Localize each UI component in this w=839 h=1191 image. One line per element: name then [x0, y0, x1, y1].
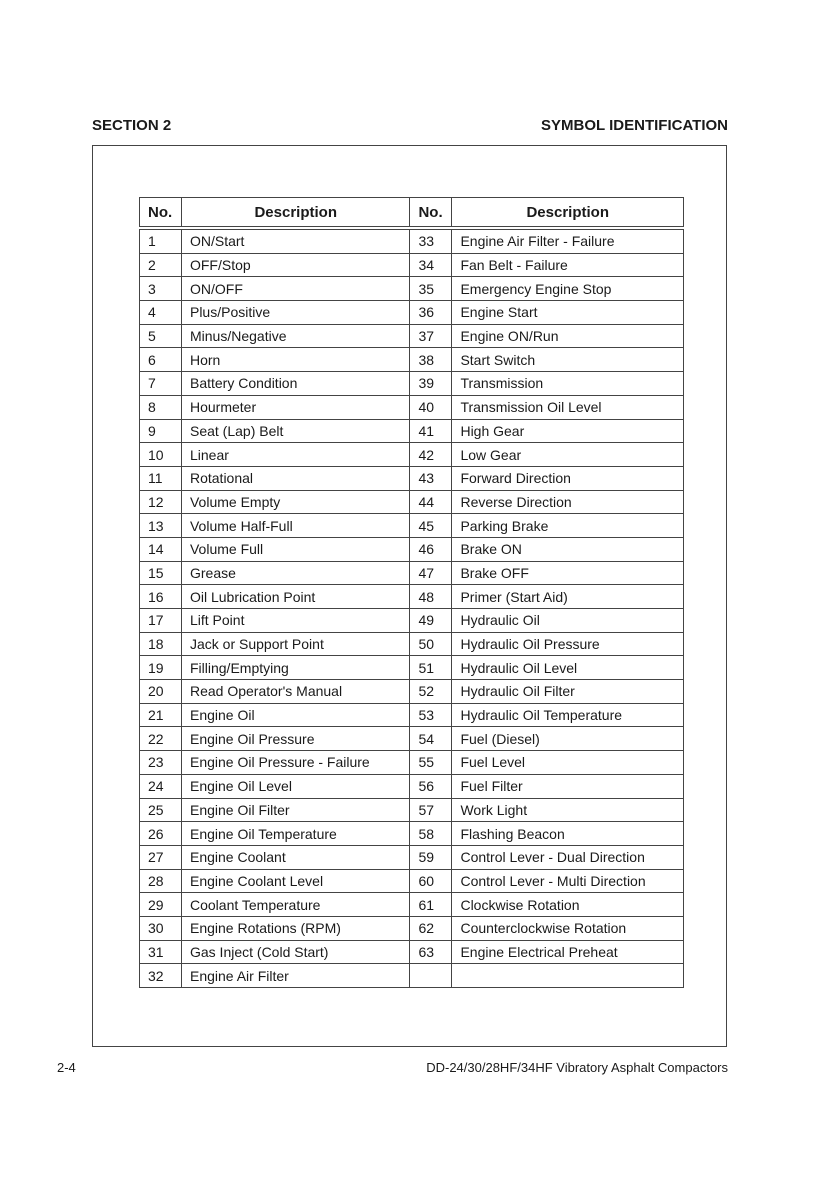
symbol-description: Plus/Positive	[181, 301, 409, 325]
symbol-number: 29	[140, 893, 182, 917]
symbol-description: Gas Inject (Cold Start)	[181, 940, 409, 964]
symbol-number: 15	[140, 561, 182, 585]
symbol-number: 12	[140, 490, 182, 514]
symbol-number: 49	[410, 609, 452, 633]
symbol-description: Engine Electrical Preheat	[452, 940, 684, 964]
symbol-description: Engine ON/Run	[452, 324, 684, 348]
symbol-description: Reverse Direction	[452, 490, 684, 514]
symbol-description: Work Light	[452, 798, 684, 822]
symbol-description: Grease	[181, 561, 409, 585]
symbol-number: 14	[140, 537, 182, 561]
table-row	[140, 916, 684, 940]
symbol-number: 43	[410, 466, 452, 490]
symbol-number: 27	[140, 845, 182, 869]
table-row	[140, 301, 684, 325]
symbol-description: Fuel Filter	[452, 774, 684, 798]
symbol-description: Fuel (Diesel)	[452, 727, 684, 751]
symbol-description: Hydraulic Oil	[452, 609, 684, 633]
symbol-description: Fuel Level	[452, 751, 684, 775]
table-row	[140, 609, 684, 633]
symbol-number: 39	[410, 372, 452, 396]
table-row	[140, 869, 684, 893]
table-row	[140, 466, 684, 490]
table-row	[140, 703, 684, 727]
symbol-description: Battery Condition	[181, 372, 409, 396]
symbol-description: Minus/Negative	[181, 324, 409, 348]
table-row	[140, 845, 684, 869]
table-row	[140, 822, 684, 846]
symbol-description: Parking Brake	[452, 514, 684, 538]
table-row	[140, 395, 684, 419]
symbol-number: 33	[410, 228, 452, 253]
symbol-number: 1	[140, 228, 182, 253]
table-row	[140, 632, 684, 656]
symbol-number: 17	[140, 609, 182, 633]
symbol-description: Engine Coolant Level	[181, 869, 409, 893]
column-header-no: No.	[140, 198, 182, 229]
symbol-number: 4	[140, 301, 182, 325]
symbol-description: ON/OFF	[181, 277, 409, 301]
table-row	[140, 774, 684, 798]
symbol-number: 21	[140, 703, 182, 727]
symbol-number: 53	[410, 703, 452, 727]
symbol-description: High Gear	[452, 419, 684, 443]
table-row	[140, 228, 684, 253]
symbol-number: 61	[410, 893, 452, 917]
symbol-description: Primer (Start Aid)	[452, 585, 684, 609]
symbol-description: Coolant Temperature	[181, 893, 409, 917]
column-header-description: Description	[452, 198, 684, 229]
symbol-number: 23	[140, 751, 182, 775]
symbol-description: Engine Air Filter - Failure	[452, 228, 684, 253]
symbol-description: Transmission Oil Level	[452, 395, 684, 419]
symbol-number: 22	[140, 727, 182, 751]
symbol-number: 16	[140, 585, 182, 609]
table-row	[140, 798, 684, 822]
symbol-description: Emergency Engine Stop	[452, 277, 684, 301]
symbol-description: Engine Coolant	[181, 845, 409, 869]
table-row	[140, 537, 684, 561]
symbol-description: Fan Belt - Failure	[452, 253, 684, 277]
table-row	[140, 940, 684, 964]
table-row	[140, 585, 684, 609]
table-row	[140, 419, 684, 443]
product-name: DD-24/30/28HF/34HF Vibratory Asphalt Compactors	[426, 1060, 728, 1075]
symbol-number: 56	[410, 774, 452, 798]
symbol-number: 26	[140, 822, 182, 846]
symbol-description: Volume Empty	[181, 490, 409, 514]
symbol-number: 25	[140, 798, 182, 822]
page-number: 2-4	[57, 1060, 76, 1075]
symbol-number: 40	[410, 395, 452, 419]
symbol-description: Linear	[181, 443, 409, 467]
symbol-number: 13	[140, 514, 182, 538]
table-row	[140, 372, 684, 396]
symbol-description: OFF/Stop	[181, 253, 409, 277]
symbol-description: Filling/Emptying	[181, 656, 409, 680]
symbol-number: 62	[410, 916, 452, 940]
symbol-number: 24	[140, 774, 182, 798]
symbol-description: Clockwise Rotation	[452, 893, 684, 917]
symbol-number: 58	[410, 822, 452, 846]
column-header-no: No.	[410, 198, 452, 229]
symbol-number: 59	[410, 845, 452, 869]
symbol-number: 46	[410, 537, 452, 561]
symbol-number: 38	[410, 348, 452, 372]
symbol-number: 19	[140, 656, 182, 680]
symbol-number: 8	[140, 395, 182, 419]
table-row	[140, 964, 684, 988]
table-row	[140, 680, 684, 704]
symbol-description: Hourmeter	[181, 395, 409, 419]
symbol-description: Engine Start	[452, 301, 684, 325]
table-row	[140, 490, 684, 514]
symbol-description: Oil Lubrication Point	[181, 585, 409, 609]
page-title: SYMBOL IDENTIFICATION	[541, 117, 728, 134]
symbol-number: 36	[410, 301, 452, 325]
table-row	[140, 893, 684, 917]
symbol-number: 63	[410, 940, 452, 964]
table-row	[140, 324, 684, 348]
symbol-number: 6	[140, 348, 182, 372]
symbol-description: Start Switch	[452, 348, 684, 372]
symbol-description: Transmission	[452, 372, 684, 396]
symbol-description: Hydraulic Oil Filter	[452, 680, 684, 704]
symbol-description: Volume Full	[181, 537, 409, 561]
table-row	[140, 514, 684, 538]
symbol-description: Engine Air Filter	[181, 964, 409, 988]
table-row	[140, 751, 684, 775]
symbol-description: Hydraulic Oil Pressure	[452, 632, 684, 656]
symbol-description: Rotational	[181, 466, 409, 490]
column-header-description: Description	[181, 198, 409, 229]
symbol-number: 51	[410, 656, 452, 680]
symbol-number: 52	[410, 680, 452, 704]
symbol-description	[452, 964, 684, 988]
table-header-row	[140, 198, 684, 229]
symbol-number: 48	[410, 585, 452, 609]
symbol-number: 50	[410, 632, 452, 656]
table-row	[140, 561, 684, 585]
symbol-description: Read Operator's Manual	[181, 680, 409, 704]
symbol-number: 30	[140, 916, 182, 940]
table-row	[140, 348, 684, 372]
symbol-number: 42	[410, 443, 452, 467]
symbol-description: Hydraulic Oil Level	[452, 656, 684, 680]
symbol-number: 9	[140, 419, 182, 443]
symbol-description: Control Lever - Multi Direction	[452, 869, 684, 893]
symbol-number: 28	[140, 869, 182, 893]
symbol-description: Engine Oil	[181, 703, 409, 727]
symbol-table	[139, 197, 684, 988]
symbol-description: Hydraulic Oil Temperature	[452, 703, 684, 727]
table-row	[140, 443, 684, 467]
symbol-number: 54	[410, 727, 452, 751]
symbol-number: 35	[410, 277, 452, 301]
symbol-description: Flashing Beacon	[452, 822, 684, 846]
symbol-description: Brake OFF	[452, 561, 684, 585]
symbol-number: 10	[140, 443, 182, 467]
symbol-number: 7	[140, 372, 182, 396]
section-label: SECTION 2	[92, 117, 172, 134]
table-row	[140, 253, 684, 277]
symbol-number: 18	[140, 632, 182, 656]
symbol-description: Jack or Support Point	[181, 632, 409, 656]
symbol-number: 5	[140, 324, 182, 348]
symbol-description: Volume Half-Full	[181, 514, 409, 538]
table-row	[140, 277, 684, 301]
symbol-number: 11	[140, 466, 182, 490]
symbol-description: Engine Oil Filter	[181, 798, 409, 822]
symbol-number: 41	[410, 419, 452, 443]
symbol-description: Engine Oil Pressure	[181, 727, 409, 751]
symbol-description: Lift Point	[181, 609, 409, 633]
symbol-number: 57	[410, 798, 452, 822]
symbol-number: 47	[410, 561, 452, 585]
symbol-number: 2	[140, 253, 182, 277]
symbol-number: 20	[140, 680, 182, 704]
symbol-description: Engine Oil Level	[181, 774, 409, 798]
symbol-description: Low Gear	[452, 443, 684, 467]
symbol-number: 32	[140, 964, 182, 988]
symbol-description: Forward Direction	[452, 466, 684, 490]
symbol-description: Counterclockwise Rotation	[452, 916, 684, 940]
table-row	[140, 656, 684, 680]
symbol-number: 60	[410, 869, 452, 893]
symbol-description: Control Lever - Dual Direction	[452, 845, 684, 869]
symbol-description: Engine Oil Pressure - Failure	[181, 751, 409, 775]
symbol-description: Engine Oil Temperature	[181, 822, 409, 846]
symbol-number: 34	[410, 253, 452, 277]
symbol-number: 3	[140, 277, 182, 301]
symbol-description: Seat (Lap) Belt	[181, 419, 409, 443]
symbol-description: Brake ON	[452, 537, 684, 561]
symbol-number: 37	[410, 324, 452, 348]
symbol-description: ON/Start	[181, 228, 409, 253]
symbol-number: 44	[410, 490, 452, 514]
symbol-description: Engine Rotations (RPM)	[181, 916, 409, 940]
symbol-number: 31	[140, 940, 182, 964]
symbol-description: Horn	[181, 348, 409, 372]
symbol-number	[410, 964, 452, 988]
symbol-number: 45	[410, 514, 452, 538]
symbol-number: 55	[410, 751, 452, 775]
table-row	[140, 727, 684, 751]
